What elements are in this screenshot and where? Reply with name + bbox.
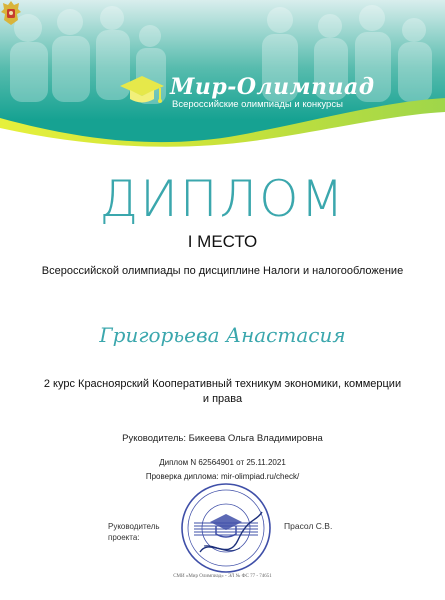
diploma-title: ДИПЛОМ bbox=[99, 170, 346, 228]
check-link[interactable]: Проверка диплома: mir-olimpiad.ru/check/ bbox=[145, 472, 300, 481]
graduation-cap-icon bbox=[118, 72, 166, 108]
coat-of-arms-icon bbox=[0, 0, 22, 26]
winner-name: Григорьева Анастасия bbox=[99, 323, 346, 347]
olympiad-description: Всероссийской олимпиады по дисциплине Налоги и налогообложение bbox=[41, 265, 404, 277]
header-banner bbox=[0, 0, 445, 150]
logo-subtitle: Всероссийские олимпиады и конкурсы bbox=[172, 99, 343, 110]
diploma-number: Диплом N 62564901 от 25.11.2021 bbox=[159, 458, 286, 467]
site-logo bbox=[118, 72, 375, 112]
project-leader-label-line2: проекта: bbox=[108, 533, 140, 542]
project-leader-label-line1: Руководитель bbox=[108, 522, 160, 531]
footer-text: СМИ «Мир Олимпиад» - ЭЛ № ФС 77 - 74651 bbox=[173, 574, 272, 579]
course-institution: 2 курс Красноярский Кооперативный техникум экономики, коммерции и права bbox=[43, 378, 402, 405]
place-label: I МЕСТО bbox=[187, 232, 258, 251]
project-leader-label bbox=[108, 521, 168, 543]
logo-name: Мир-Олимпиад bbox=[170, 74, 375, 100]
signer-name: Прасол С.В. bbox=[284, 521, 333, 531]
leader-line: Руководитель: Бикеева Ольга Владимировна bbox=[122, 433, 323, 444]
round-stamp bbox=[180, 482, 272, 574]
